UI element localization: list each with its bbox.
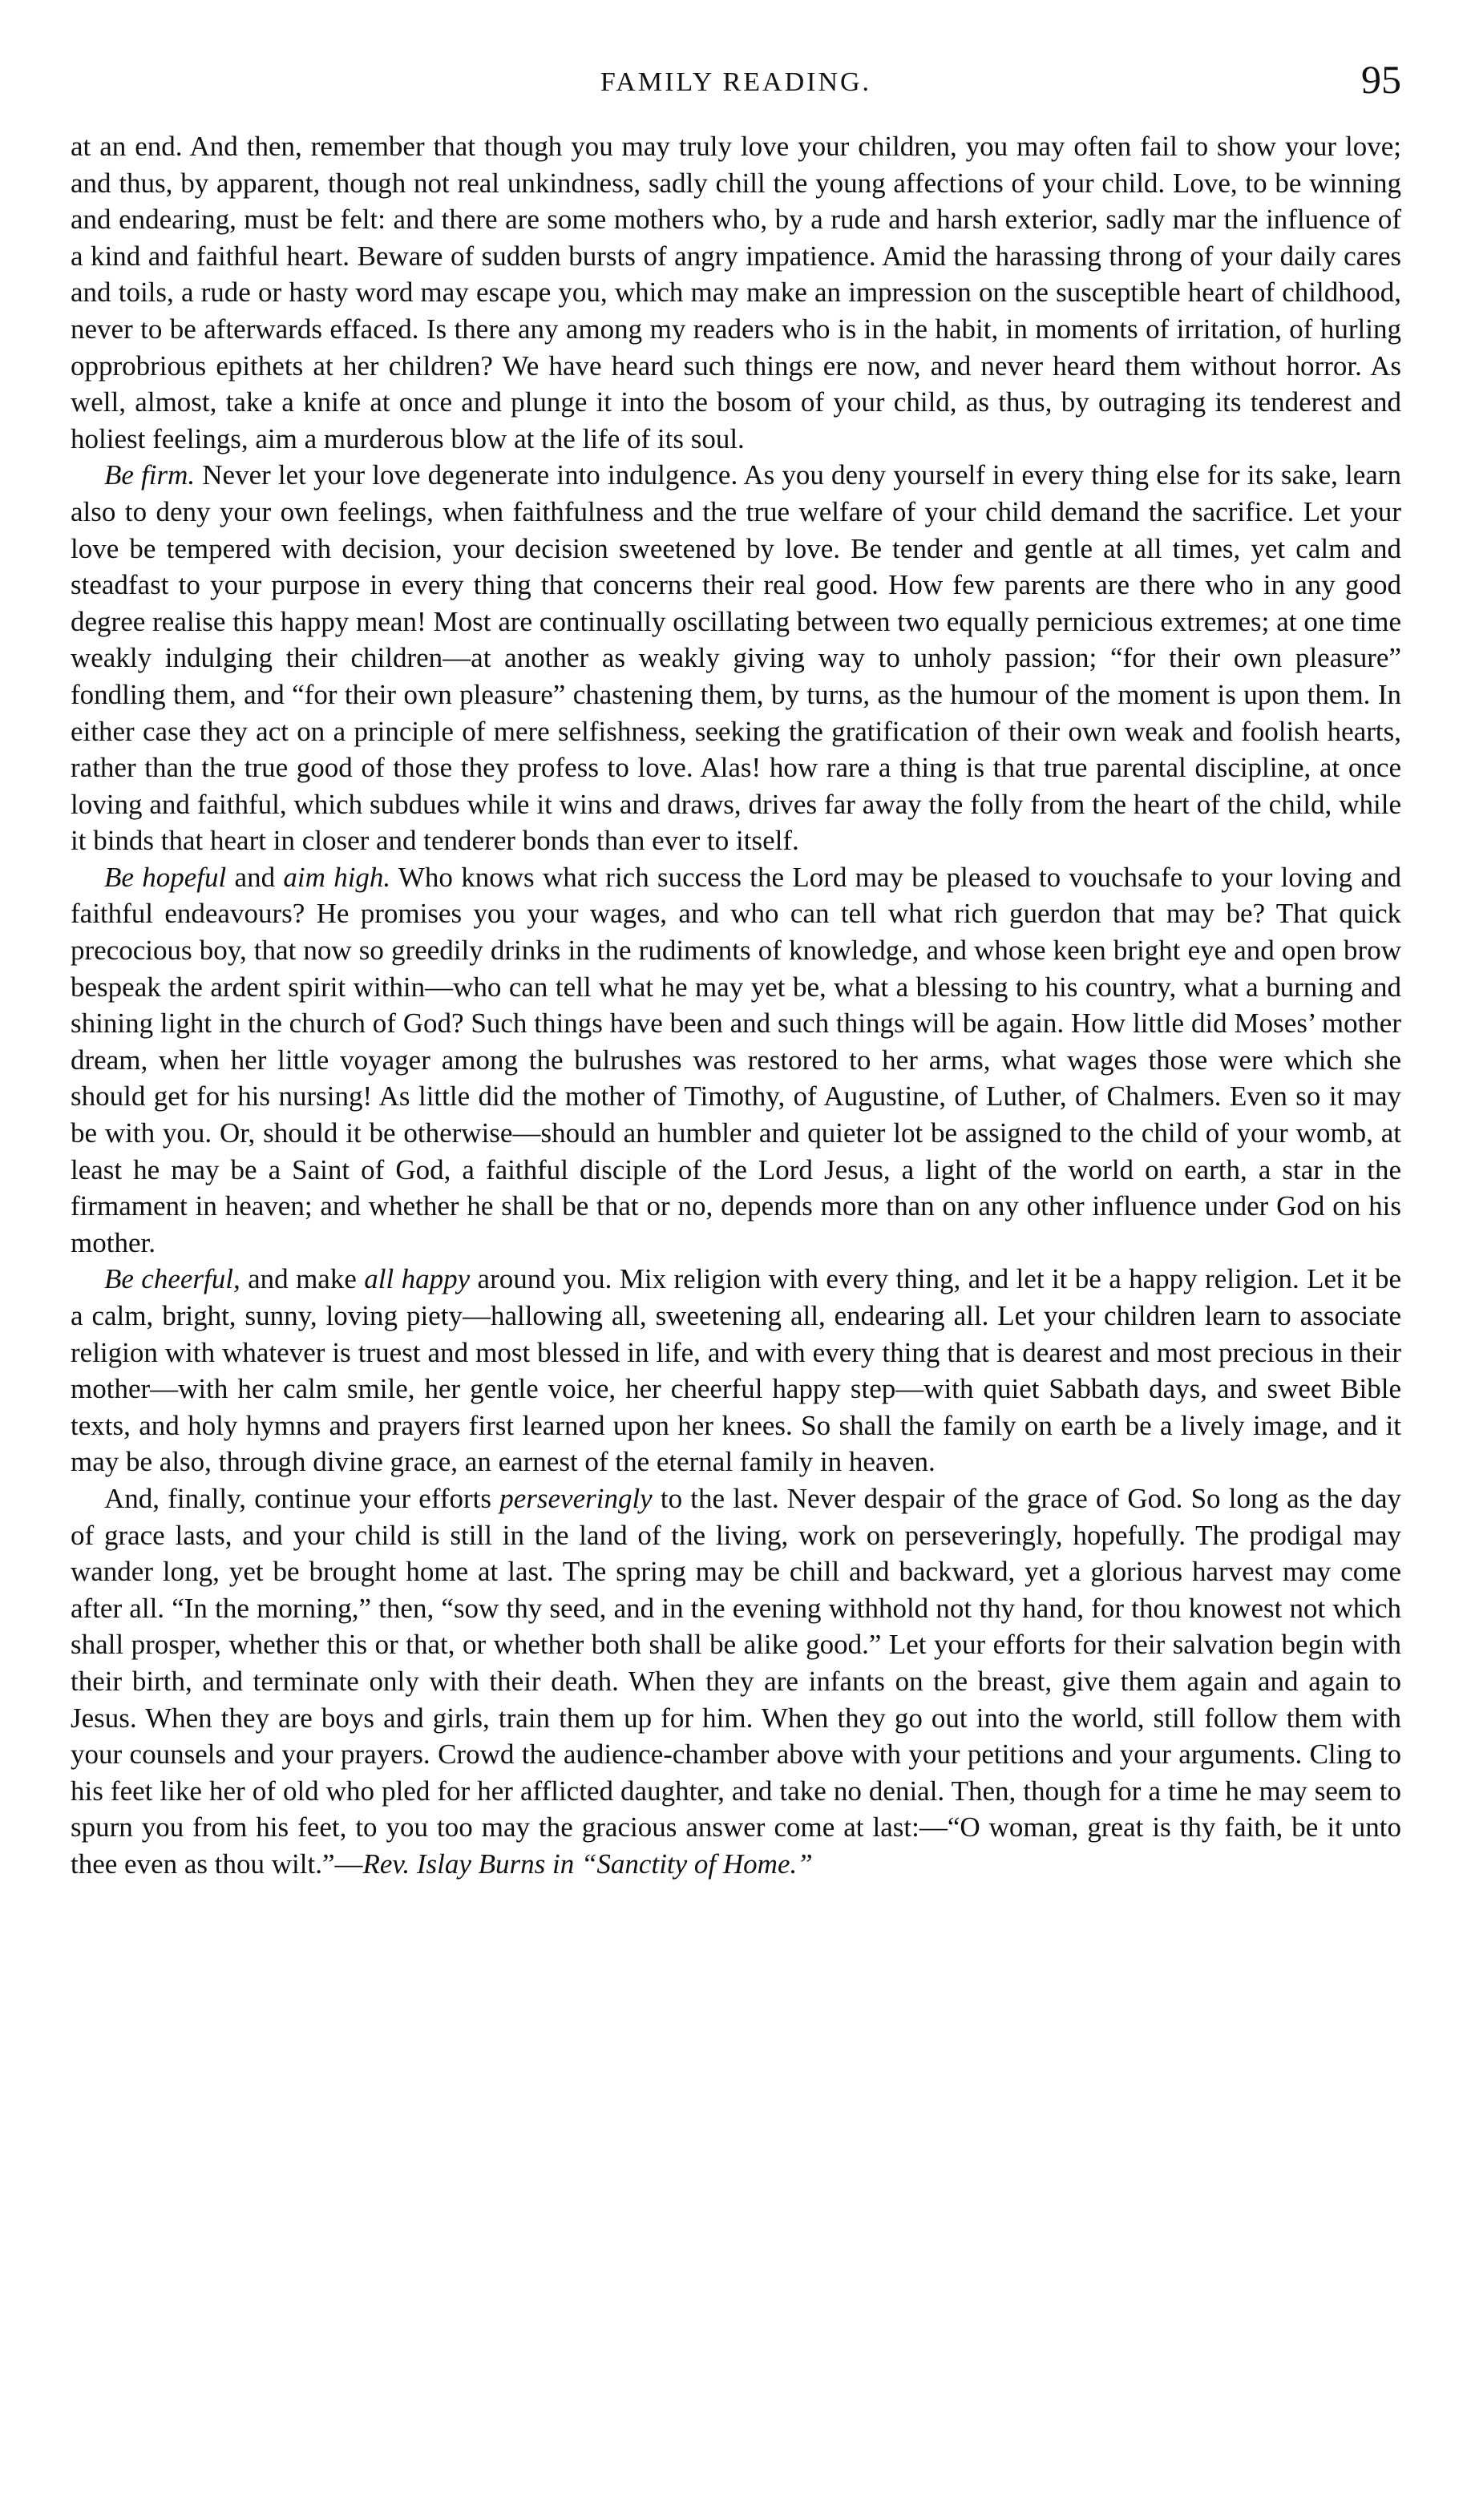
emphasis-all-happy: all happy xyxy=(364,1263,471,1295)
paragraph-5 xyxy=(71,1480,1401,1883)
emphasis-aim-high: aim high. xyxy=(283,861,391,893)
emphasis-be-cheerful: Be cheerful, xyxy=(104,1263,240,1295)
running-head xyxy=(71,56,1401,128)
emphasis-be-firm: Be firm. xyxy=(104,459,196,491)
page xyxy=(71,56,1401,1883)
body-text xyxy=(71,128,1401,1883)
emphasis-be-hopeful: Be hopeful xyxy=(104,861,227,893)
emphasis-perseveringly: perseveringly xyxy=(499,1482,653,1514)
paragraph-4 xyxy=(71,1261,1401,1480)
page-number: 95 xyxy=(1361,57,1401,102)
paragraph-3 xyxy=(71,859,1401,1262)
paragraph-text: And, finally, continue your efforts xyxy=(104,1482,500,1514)
paragraph-text: Who knows what rich success the Lord may be pleased to vouchsafe to your loving and faithful endeavours? He promises you your wages, and who can tell what rich guerdon that may be? That quick precocious boy, that now so greedily drinks in the rudiments of knowledge, and whose keen bright eye and open brow bespeak the ardent spirit within—who can tell what he may yet be, what a blessing to his country, what a burning and shining light in the church of God? Such things have been and such things will be again. How little did Moses’ mother dream, when her little voyager among the bulrushes was restored to her arms, what wages those were which she should get for his nursing! As little did the mother of Timothy, of Augustine, of Luther, of Chalmers. Even so it may be with you. Or, should it be otherwise—should an humbler and quieter lot be assigned to the child of your womb, at least he may be a Saint of God, a faithful disciple of the Lord Jesus, a light of the world on earth, a star in the firmament in heaven; and whether he shall be that or no, depends more than on any other influence under God on his mother. xyxy=(71,861,1401,1258)
paragraph-text: at an end. And then, remember that though you may truly love your children, you may often fail to show your love; and thus, by apparent, though not real unkindness, sadly chill the young affections of your child. Love, to be winning and endearing, must be felt: and there are some mothers who, by a rude and harsh exterior, sadly mar the influence of a kind and faithful heart. Beware of sudden bursts of angry impatience. Amid the harassing throng of your daily cares and toils, a rude or hasty word may escape you, which may make an impression on the susceptible heart of childhood, never to be afterwards effaced. Is there any among my readers who is in the habit, in moments of irritation, of hurling opprobrious epithets at her children? We have heard such things ere now, and never heard them without horror. As well, almost, take a knife at once and plunge it into the bosom of your child, as thus, by outraging its tenderest and holiest feelings, aim a murderous blow at the life of its soul. xyxy=(71,131,1401,454)
running-title: FAMILY READING. xyxy=(600,67,872,97)
paragraph-2 xyxy=(71,457,1401,859)
paragraph-text: and make xyxy=(240,1263,365,1295)
paragraph-1 xyxy=(71,128,1401,457)
paragraph-text: Never let your love degenerate into indulgence. As you deny yourself in every thing else for its sake, learn also to deny your own feelings, when faithfulness and the true welfare of your child demand the sacrifice. Let your love be tempered with decision, your decision sweetened by love. Be tender and gentle at all times, yet calm and steadfast to your purpose in every thing that concerns their real good. How few parents are there who in any good degree realise this happy mean! Most are continually oscillating between two equally pernicious extremes; at one time weakly indulging their children—at another as weakly giving way to unholy passion; “for their own pleasure” fondling them, and “for their own pleasure” chastening them, by turns, as the humour of the moment is upon them. In either case they act on a principle of mere selfishness, seeking the gratification of their own weak and foolish hearts, rather than the true good of those they profess to love. Alas! how rare a thing is that true parental discipline, at once loving and faithful, which subdues while it wins and draws, drives far away the folly from the heart of the child, while it binds that heart in closer and tenderer bonds than ever to itself. xyxy=(71,459,1401,857)
paragraph-text: to the last. Never despair of the grace of God. So long as the day of grace lasts, and your child is still in the land of the living, work on perseveringly, hopefully. The prodigal may wander long, yet be brought home at last. The spring may be chill and backward, yet a glorious harvest may come after all. “In the morning,” then, “sow thy seed, and in the evening withhold not thy hand, for thou knowest not which shall prosper, whether this or that, or whether both shall be alike good.” Let your efforts for their salvation begin with their birth, and terminate only with their death. When they are infants on the breast, give them again and again to Jesus. When they are boys and girls, train them up for him. When they go out into the world, still follow them with your counsels and your prayers. Crowd the audience-chamber above with your petitions and your arguments. Cling to his feet like her of old who pled for her afflicted daughter, and take no denial. Then, though for a time he may seem to spurn you from his feet, to you too may the gracious answer come at last:—“O woman, great is thy faith, be it unto thee even as thou wilt.”— xyxy=(71,1482,1401,1880)
paragraph-text: around you. Mix religion with every thing, and let it be a happy religion. Let it be a calm, bright, sunny, loving piety—hallowing all, sweetening all, endearing all. Let your children learn to associate religion with whatever is truest and most blessed in life, and with every thing that is dearest and most precious in their mother—with her calm smile, her gentle voice, her cheerful happy step—with quiet Sabbath days, and sweet Bible texts, and holy hymns and prayers first learned upon her knees. So shall the family on earth be a lively image, and it may be also, through divine grace, an earnest of the eternal family in heaven. xyxy=(71,1263,1402,1478)
attribution: Rev. Islay Burns in “Sanctity of Home.” xyxy=(362,1848,813,1880)
paragraph-text: and xyxy=(226,861,284,893)
